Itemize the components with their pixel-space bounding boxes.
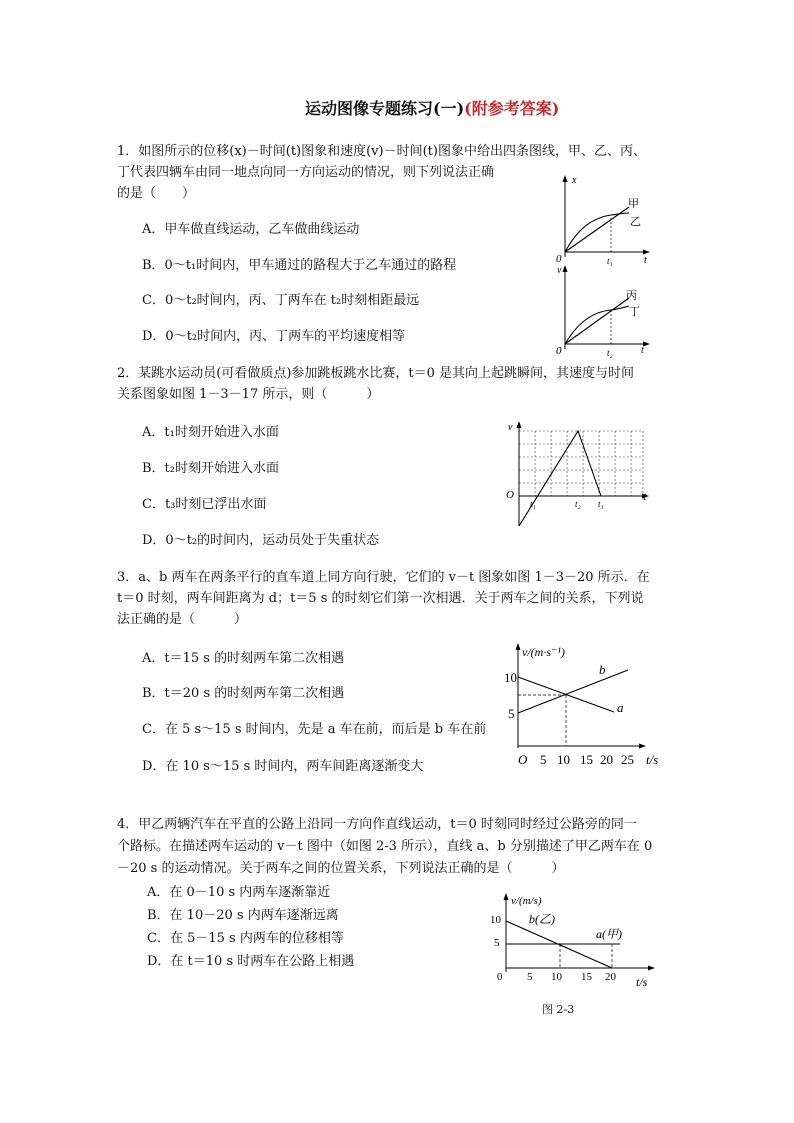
q1-label-jia: 甲 xyxy=(628,198,639,210)
q3-x-tick-15: 15 xyxy=(580,752,593,767)
q3-stem-line3: 法正确的是（ ） xyxy=(117,612,248,627)
q4-option-c: C．在 5－15 s 内两车的位移相等 xyxy=(147,931,344,946)
q1-option-c: C．0～t₂时间内，丙、丁两车在 t₂时刻相距最远 xyxy=(142,293,420,308)
title-main: 运动图像专题练习(一) xyxy=(305,99,465,118)
q3-y-tick-5: 5 xyxy=(508,706,515,721)
q2-stem-line1: 2．某跳水运动员(可看做质点)参加跳板跳水比赛，t＝0 是其向上起跳瞬间，其速度与时间 xyxy=(117,366,635,381)
q2-stem-line2: 关系图象如图 1－3－17 所示，则（ ） xyxy=(117,387,380,402)
q1-xt-y-label: x xyxy=(572,175,577,186)
q4-x-tick-5: 5 xyxy=(527,971,533,983)
q2-x-label: t xyxy=(643,489,647,503)
q3-label-b: b xyxy=(599,662,606,677)
q3-x-tick-25: 25 xyxy=(621,752,634,767)
q1-xt-x-label: t xyxy=(644,255,647,266)
q1-label-bing: 丙 xyxy=(626,290,637,302)
q4-stem-line1: 4．甲乙两辆汽车在平直的公路上沿同一方向作直线运动，t＝0 时刻同时经过公路旁的同一 xyxy=(117,817,637,832)
title-answer-note: (附参考答案) xyxy=(464,99,560,118)
q2-y-label: v xyxy=(508,422,513,433)
q1-xt-tick-t1: t₁ xyxy=(607,256,613,266)
q4-stem-line2: 个路标。在描述两车运动的 v－t 图中（如图 2-3 所示），直线 a、b 分别描述了甲乙两车在 0 xyxy=(117,839,653,854)
q4-y-tick-10: 10 xyxy=(490,914,501,926)
q3-x-label: t/s xyxy=(646,752,659,767)
q4-label-a: a(甲) xyxy=(596,927,622,941)
q4-y-tick-5: 5 xyxy=(494,937,500,949)
q3-option-c: C．在 5 s～15 s 时间内，先是 a 车在前，而后是 b 车在前 xyxy=(142,722,487,737)
q1-option-a: A．甲车做直线运动，乙车做曲线运动 xyxy=(142,222,360,237)
q4-stem-line3: －20 s 的运动情况。关于两车之间的位置关系，下列说法正确的是（ ） xyxy=(117,861,565,876)
q3-option-b: B．t＝20 s 的时刻两车第二次相遇 xyxy=(142,686,345,701)
q4-figure-caption: 图 2-3 xyxy=(542,1003,575,1016)
q4-vt-graph xyxy=(486,890,666,990)
q3-y-tick-10: 10 xyxy=(504,670,517,685)
q4-x-label: t/s xyxy=(636,975,648,989)
q3-line-b xyxy=(518,670,628,713)
q2-vt-graph xyxy=(503,418,653,533)
q4-option-a: A．在 0－10 s 内两车逐渐靠近 xyxy=(147,885,331,900)
q4-x-tick-20: 20 xyxy=(605,971,616,983)
q4-y-label: v/(m/s) xyxy=(511,895,542,907)
q3-stem-line2: t＝0 时刻，两车间距离为 d；t＝5 s 的时刻它们第一次相遇．关于两车之间的关系，下列说 xyxy=(117,591,644,606)
q1-vt-tick-t2: t₂ xyxy=(607,348,613,358)
q3-y-label: v/(m·s⁻¹) xyxy=(522,645,565,659)
q4-x-tick-10: 10 xyxy=(551,971,562,983)
q3-label-a: a xyxy=(617,700,624,715)
q3-vt-graph xyxy=(500,640,670,770)
q4-label-b: b(乙) xyxy=(529,912,555,926)
q1-line-bing xyxy=(565,298,629,344)
q3-option-d: D．在 10 s～15 s 时间内，两车间距离逐渐变大 xyxy=(142,759,424,774)
q2-tick-t3: t₃ xyxy=(598,499,604,509)
q3-origin: O xyxy=(518,752,528,767)
q1-curve-ding xyxy=(565,306,629,344)
q1-curve-yi xyxy=(565,213,629,252)
q1-xt-graph xyxy=(553,172,653,268)
q1-xt-origin: 0 xyxy=(556,253,562,265)
q1-option-d: D．0～t₂时间内，丙、丁两车的平均速度相等 xyxy=(142,329,406,344)
q3-x-tick-10: 10 xyxy=(557,752,570,767)
q1-vt-graph xyxy=(553,262,653,358)
q1-stem-line3: 的是（ ） xyxy=(117,186,196,201)
q1-label-yi: 乙 xyxy=(630,216,641,228)
q1-stem-line2: 丁代表四辆车由同一地点向同一方向运动的情况，则下列说法正确 xyxy=(117,165,495,180)
q1-stem-line1: 1．如图所示的位移(x)－时间(t)图象和速度(v)－时间(t)图象中给出四条图线，甲、乙、丙、 xyxy=(117,144,646,159)
q1-vt-x-label: t xyxy=(641,345,644,356)
q1-vt-origin: 0 xyxy=(556,345,562,357)
q2-option-d: D．0～t₂的时间内，运动员处于失重状态 xyxy=(142,533,380,548)
q1-vt-y-label: v xyxy=(557,265,562,276)
q3-x-tick-20: 20 xyxy=(600,752,613,767)
q4-option-b: B．在 10－20 s 内两车逐渐远离 xyxy=(147,908,339,923)
q4-option-d: D．在 t＝10 s 时两车在公路上相遇 xyxy=(147,954,355,969)
q2-origin: O xyxy=(506,489,514,501)
q2-option-b: B．t₂时刻开始进入水面 xyxy=(142,461,279,476)
q3-x-tick-5: 5 xyxy=(540,752,547,767)
q3-stem-line1: 3．a、b 两车在两条平行的直车道上同方向行驶，它们的 v－t 图象如图 1－3－20 所示．在 xyxy=(117,570,650,585)
q2-tick-t1: t₁ xyxy=(530,499,536,509)
q2-option-a: A．t₁时刻开始进入水面 xyxy=(142,425,279,440)
q4-x-tick-15: 15 xyxy=(581,971,592,983)
q4-origin: 0 xyxy=(497,971,503,983)
q3-option-a: A．t＝15 s 的时刻两车第二次相遇 xyxy=(142,651,345,666)
q2-velocity-line xyxy=(519,431,601,526)
q2-tick-t2: t₂ xyxy=(575,499,581,509)
page-title xyxy=(305,96,559,119)
q2-option-c: C．t₃时刻已浮出水面 xyxy=(142,497,267,512)
q1-label-ding: 丁 xyxy=(629,306,640,318)
q1-option-b: B．0～t₁时间内，甲车通过的路程大于乙车通过的路程 xyxy=(142,258,457,273)
